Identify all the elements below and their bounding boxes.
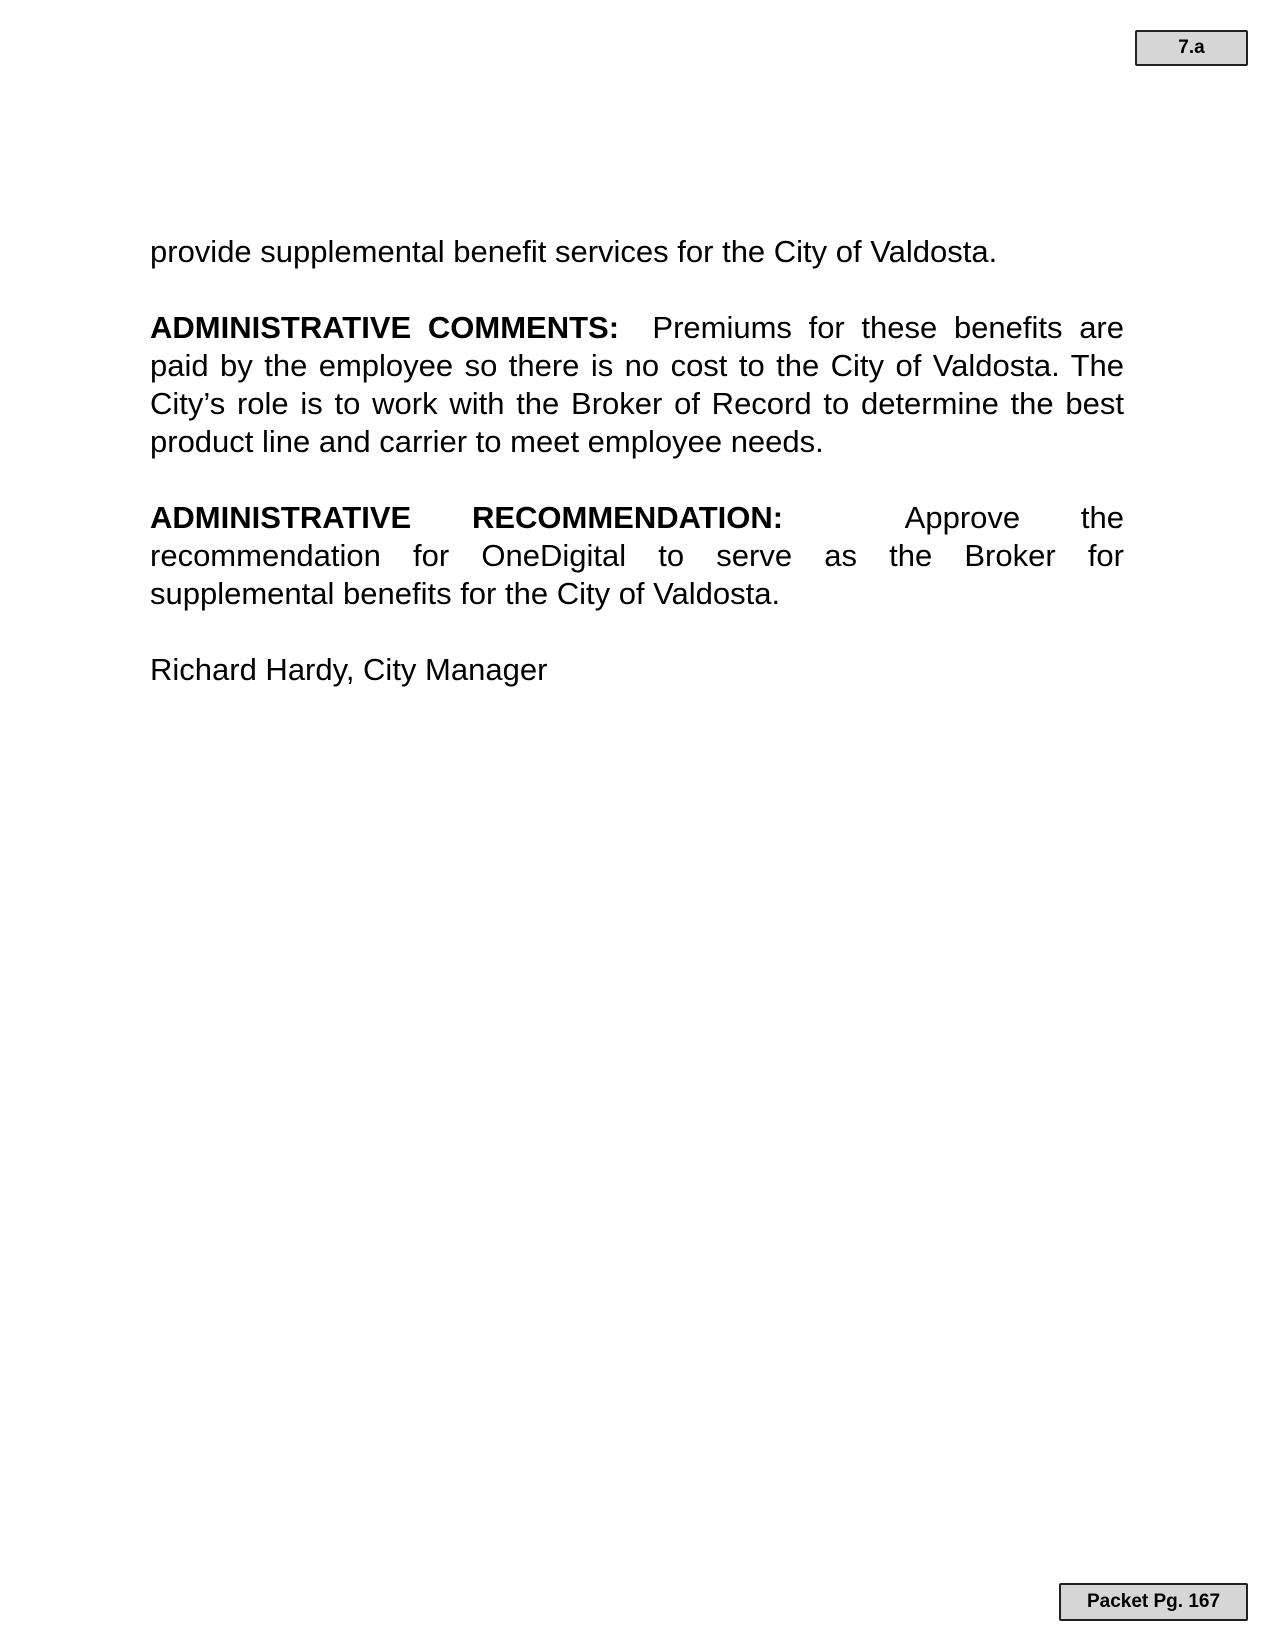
intro-paragraph: provide supplemental benefit services for the City of Valdosta. — [150, 234, 998, 269]
item-number-badge — [1135, 30, 1248, 66]
comments-paragraph — [150, 309, 1124, 461]
item-number: 7.a — [1178, 37, 1205, 58]
comments-heading: ADMINISTRATIVE COMMENTS: — [150, 310, 620, 345]
recommendation-paragraph — [150, 499, 1124, 613]
recommendation-heading: ADMINISTRATIVE RECOMMENDATION: — [150, 500, 784, 535]
packet-page-badge — [1059, 1583, 1248, 1621]
packet-page-number: Packet Pg. 167 — [1086, 1591, 1221, 1612]
comments-text: Premiums for these benefits are paid by the employee so there is no cost to the City of Valdosta. The City’s role is to work with the Broker of Record to determine the best product line and carrier to meet employee needs. — [150, 310, 1124, 459]
recommendation-text: Approve the recommendation for OneDigital to serve as the Broker for supplemental benefits for the City of Valdosta. — [150, 500, 1125, 611]
document-body — [150, 233, 1124, 727]
signature-line: Richard Hardy, City Manager — [150, 652, 548, 687]
